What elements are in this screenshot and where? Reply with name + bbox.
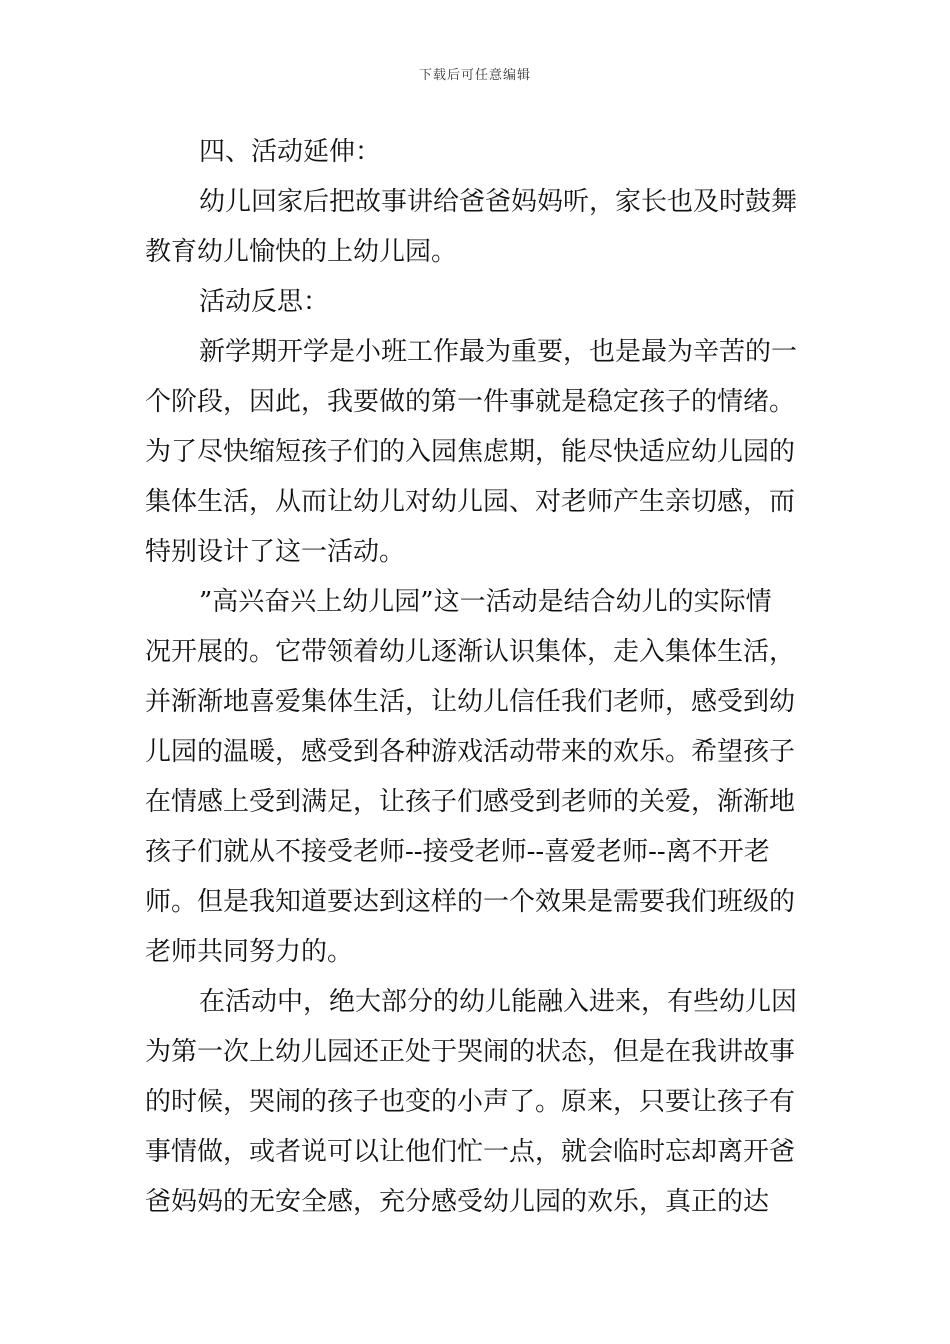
text-line: 儿园的温暖，感受到各种游戏活动带来的欢乐。希望孩子: [145, 737, 796, 767]
text-line: 师。但是我知道要达到这样的一个效果是需要我们班级的: [145, 887, 796, 917]
text-line: 四、活动延伸：: [199, 137, 382, 167]
text-line: 爸妈妈的无安全感，充分感受幼儿园的欢乐，真正的达: [145, 1187, 770, 1217]
text-line: 特别设计了这一活动。: [145, 537, 406, 567]
text-line: 活动反思：: [199, 287, 330, 317]
text-line: 的时候，哭闹的孩子也变的小声了。原来，只要让孩子有: [145, 1087, 796, 1117]
text-line: 教育幼儿愉快的上幼儿园。: [145, 237, 458, 267]
text-line: 在情感上受到满足，让孩子们感受到老师的关爱，渐渐地: [145, 787, 796, 817]
text-line: 幼儿回家后把故事讲给爸爸妈妈听，家长也及时鼓舞: [199, 187, 798, 217]
text-line: 况开展的。它带领着幼儿逐渐认识集体，走入集体生活，: [145, 637, 796, 667]
text-line: 为第一次上幼儿园还正处于哭闹的状态，但是在我讲故事: [145, 1037, 796, 1067]
text-line: 在活动中，绝大部分的幼儿能融入进来，有些幼儿因: [199, 987, 798, 1017]
page-header: 下载后可任意编辑: [418, 68, 531, 83]
text-line: 并渐渐地喜爱集体生活，让幼儿信任我们老师，感受到幼: [145, 687, 796, 717]
text-line: 孩子们就从不接受老师--接受老师--喜爱老师--离不开老: [145, 837, 770, 867]
text-line: 集体生活，从而让幼儿对幼儿园、对老师产生亲切感，而: [145, 487, 796, 517]
text-line: 个阶段，因此，我要做的第一件事就是稳定孩子的情绪。: [145, 387, 796, 417]
text-line: 新学期开学是小班工作最为重要，也是最为辛苦的一: [199, 337, 798, 367]
document-body: [145, 127, 815, 1227]
text-line: ”高兴奋兴上幼儿园”这一活动是结合幼儿的实际情: [199, 587, 772, 617]
text-line: 老师共同努力的。: [145, 937, 354, 967]
text-line: 事情做，或者说可以让他们忙一点，就会临时忘却离开爸: [145, 1137, 796, 1167]
text-line: 为了尽快缩短孩子们的入园焦虑期，能尽快适应幼儿园的: [145, 437, 796, 467]
